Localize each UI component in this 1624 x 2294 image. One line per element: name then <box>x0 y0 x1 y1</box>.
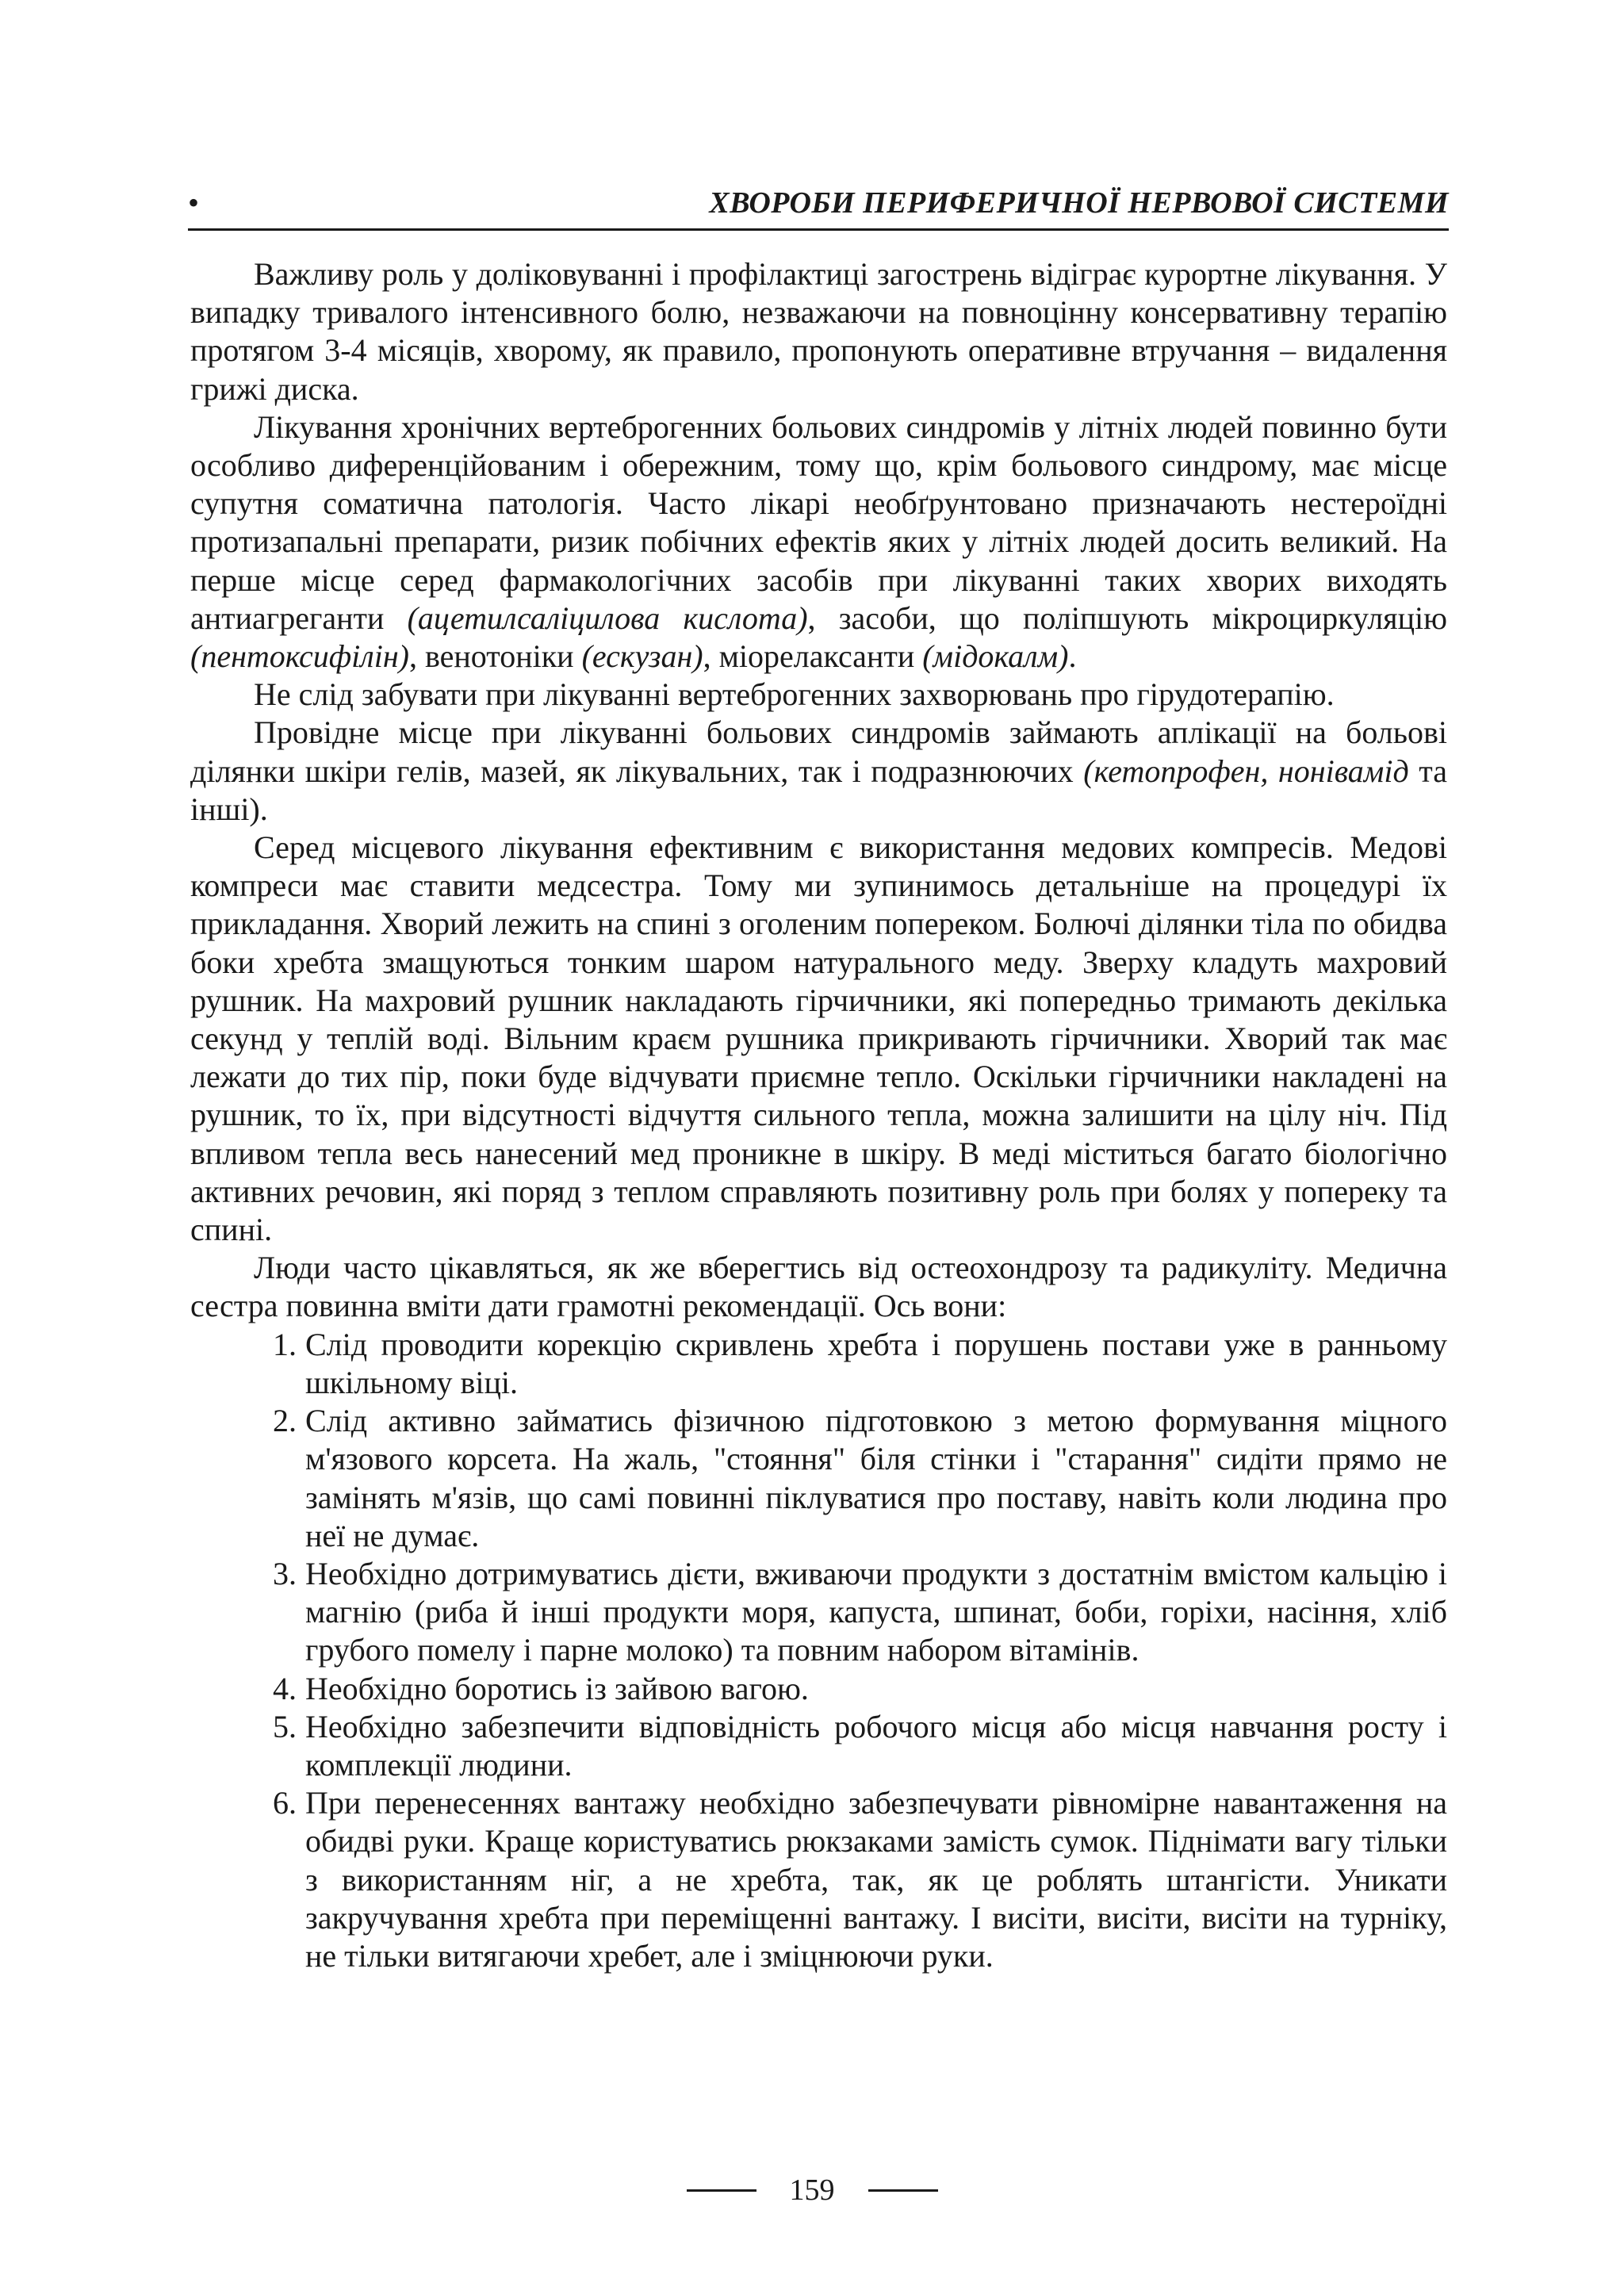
paragraph <box>190 714 1447 829</box>
list-item-text: Слід активно займатись фізичною підготовкою з метою формування міцного м'язового корсета. На жаль, "стояння" біля стінки і "старання" сидіти прямо не замінять м'язів, що самі повинні піклуватися про поставу, навіть коли людина про неї не думає. <box>305 1403 1447 1553</box>
italic-text: (кетопрофен, нонівамід <box>1083 753 1409 789</box>
paragraph-text: , засоби, що поліпшують мікроциркуляцію <box>807 599 1447 636</box>
list-item <box>190 1402 1447 1555</box>
paragraph-text: та інші). <box>190 753 1447 827</box>
list-item <box>190 1784 1447 1975</box>
paragraph <box>190 408 1447 676</box>
paragraph-text: Люди часто цікавляться, як же вберегтись від остеохондрозу та радикуліту. Медична сестра повинна вміти дати грамотні рекомендації. Ось вони: <box>190 1250 1447 1324</box>
paragraph-text: Провідне місце при лікуванні больових синдромів займають аплікації на больові ділянки шкіри гелів, мазей, як лікувальних, так і подразнюючих <box>190 714 1447 789</box>
italic-text: (мідокалм) <box>922 638 1069 675</box>
italic-text: (ацетилсаліцилова кислота) <box>407 599 808 636</box>
list-item-text: Необхідно забезпечити відповідність робочого місця або місця навчання росту і комплекції людини. <box>305 1708 1447 1783</box>
chapter-title: ХВОРОБИ ПЕРИФЕРИЧНОЇ НЕРВОВОЇ СИСТЕМИ <box>709 186 1449 220</box>
list-item-number: 2. <box>273 1403 297 1439</box>
italic-text: (пентоксифілін) <box>190 638 409 675</box>
paragraph <box>190 255 1447 408</box>
list-item-number: 6. <box>273 1785 297 1821</box>
list-item <box>190 1326 1447 1402</box>
list-item <box>190 1670 1447 1708</box>
running-header <box>188 181 1449 231</box>
header-bullet: • <box>188 185 200 220</box>
list-item-text: Слід проводити корекцію скривлень хребта і порушень постави уже в ранньому шкільному віці. <box>305 1326 1447 1400</box>
paragraphs <box>190 255 1447 1326</box>
paragraph-text: Серед місцевого лікування ефективним є використання медових компресів. Медові компреси має ставити медсестра. Тому ми зупинимось детальніше на процедурі їх прикладання. Хворий лежить на спині з оголеним попереком. Болючі ділянки тіла по обидва боки хребта змащуються тонким шаром натурального меду. Зверху кладуть махровий рушник. На махровий рушник накладають гірчичники, які попередньо тримають декілька секунд у теплій воді. Вільним краєм рушника прикривають гірчичники. Хворий так має лежати до тих пір, поки буде відчувати приємне тепло. Оскільки гірчичники накладені на рушник, то їх, при відсутності відчуття сильного тепла, можна залишити на цілу ніч. Під впливом тепла весь нанесений мед проникне в шкіру. В меді міститься багато біологічно активних речовин, які поряд з теплом справляють позитивну роль при болях у попереку та спині. <box>190 829 1447 1248</box>
paragraph-text: , венотоніки <box>408 638 582 675</box>
paragraph-text: , міорелаксанти <box>703 638 923 675</box>
list-item-text: При перенесеннях вантажу необхідно забезпечувати рівномірне навантаження на обидві руки. Краще користуватись рюкзаками замість сумок. Піднімати вагу тільки з використанням ніг, а не хребта, так, як це роблять штангісти. Уникати закручування хребта при переміщенні вантажу. І висіти, висіти, висіти на турніку, не тільки витягаючи хребет, але і зміцнюючи руки. <box>305 1785 1447 1974</box>
footer-dash-left <box>687 2189 756 2192</box>
paragraph <box>190 676 1447 714</box>
list-item <box>190 1708 1447 1784</box>
body-text <box>190 255 1447 1975</box>
paragraph-text: Не слід забувати при лікуванні вертеброгенних захворювань про гірудотерапію. <box>254 676 1335 713</box>
list-item-text: Необхідно боротись із зайвою вагою. <box>305 1670 809 1706</box>
list-item-number: 5. <box>273 1708 297 1744</box>
italic-text: (ескузан) <box>581 638 703 675</box>
paragraph <box>190 1249 1447 1325</box>
list-item-number: 3. <box>273 1555 297 1591</box>
list-item-number: 1. <box>273 1326 297 1362</box>
list-item-number: 4. <box>273 1670 297 1706</box>
paragraph-text: Лікування хронічних вертеброгенних больових синдромів у літніх людей повинно бути особливо диференційованим і обережним, тому що, крім больового синдрому, має місце супутня соматична патологія. Часто лікарі необґрунтовано призначають нестероїдні протизапальні препарати, ризик побічних ефектів яких у літніх людей досить великий. На перше місце серед фармакологічних засобів при лікуванні таких хворих виходять антиагреганти <box>190 408 1447 636</box>
page-number: 159 <box>789 2173 835 2207</box>
paragraph-text: . <box>1068 638 1077 675</box>
paragraph-text: Важливу роль у доліковуванні і профілактиці загострень відіграє курортне лікування. У випадку тривалого інтенсивного болю, незважаючи на повноцінну консервативну терапію протягом 3-4 місяців, хворому, як правило, пропонують оперативне втручання – видалення грижі диска. <box>190 256 1447 407</box>
paragraph <box>190 829 1447 1249</box>
footer-dash-right <box>868 2189 938 2192</box>
list-item <box>190 1555 1447 1670</box>
page-footer <box>0 2173 1624 2212</box>
list-item-text: Необхідно дотримуватись дієти, вживаючи продукти з достатнім вмістом кальцію і магнію (риба й інші продукти моря, капуста, шпинат, боби, горіхи, насіння, хліб грубого помелу і парне молоко) та повним набором вітамінів. <box>305 1555 1447 1668</box>
recommendations-list <box>190 1326 1447 1975</box>
